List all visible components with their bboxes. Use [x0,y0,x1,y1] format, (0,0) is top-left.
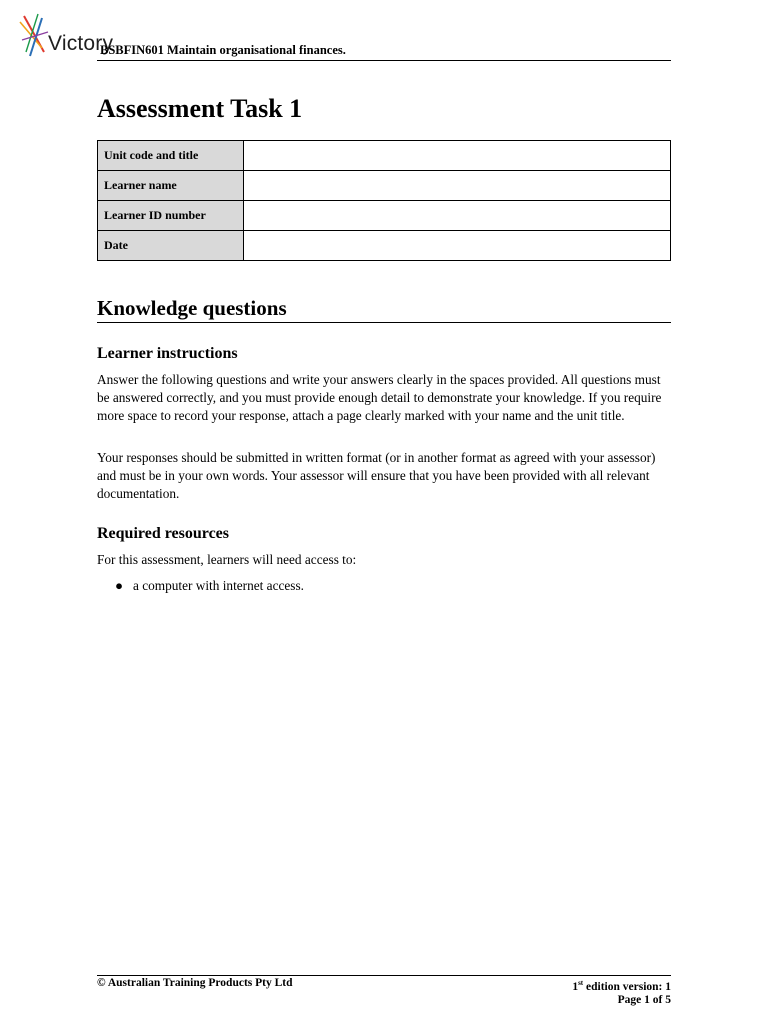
table-row [98,141,671,171]
footer-edition-info [572,977,671,1007]
learner-id-field[interactable] [244,201,671,231]
learner-details-table [97,140,671,261]
required-resources-heading: Required resources [97,525,229,542]
header-unit-title: BSBFIN601 Maintain organisational finances. [100,43,346,57]
page-number: Page 1 of 5 [617,993,671,1006]
edition-version: edition version: 1 [583,980,671,993]
date-field[interactable] [244,231,671,261]
resource-item-text: a computer with internet access. [133,578,304,593]
table-row [98,171,671,201]
unit-code-field[interactable] [244,141,671,171]
instructions-paragraph-1: Answer the following questions and write your answers clearly in the spaces provided. All questions must be answered correctly, and you must provide enough detail to demonstrate your knowledge. If you require more space to record your response, attach a page clearly marked with your name and the unit title. [97,372,662,423]
learner-instructions-heading: Learner instructions [97,345,238,362]
edition-ordinal: st [578,979,584,987]
bullet-icon: ● [115,578,124,593]
resources-intro: For this assessment, learners will need access to: [97,552,357,567]
resources-list [115,577,304,595]
table-row [98,231,671,261]
edition-number: 1 [572,980,579,993]
page-title: Assessment Task 1 [97,94,303,123]
footer-divider [97,975,671,976]
row-label-unit: Unit code and title [98,141,244,171]
edition-line [572,977,671,994]
knowledge-questions-heading: Knowledge questions [97,296,671,323]
learner-name-field[interactable] [244,171,671,201]
table-row [98,201,671,231]
list-item [115,577,304,595]
logo-text: Victory [48,32,114,55]
header-divider [97,60,671,61]
footer-copyright: © Australian Training Products Pty Ltd [97,977,293,989]
row-label-learner-name: Learner name [98,171,244,201]
row-label-learner-id: Learner ID number [98,201,244,231]
row-label-date: Date [98,231,244,261]
instructions-paragraph-2: Your responses should be submitted in written format (or in another format as agreed with your assessor) and must be in your own words. Your assessor will ensure that you have been provided with all relevant documentation. [97,450,656,501]
